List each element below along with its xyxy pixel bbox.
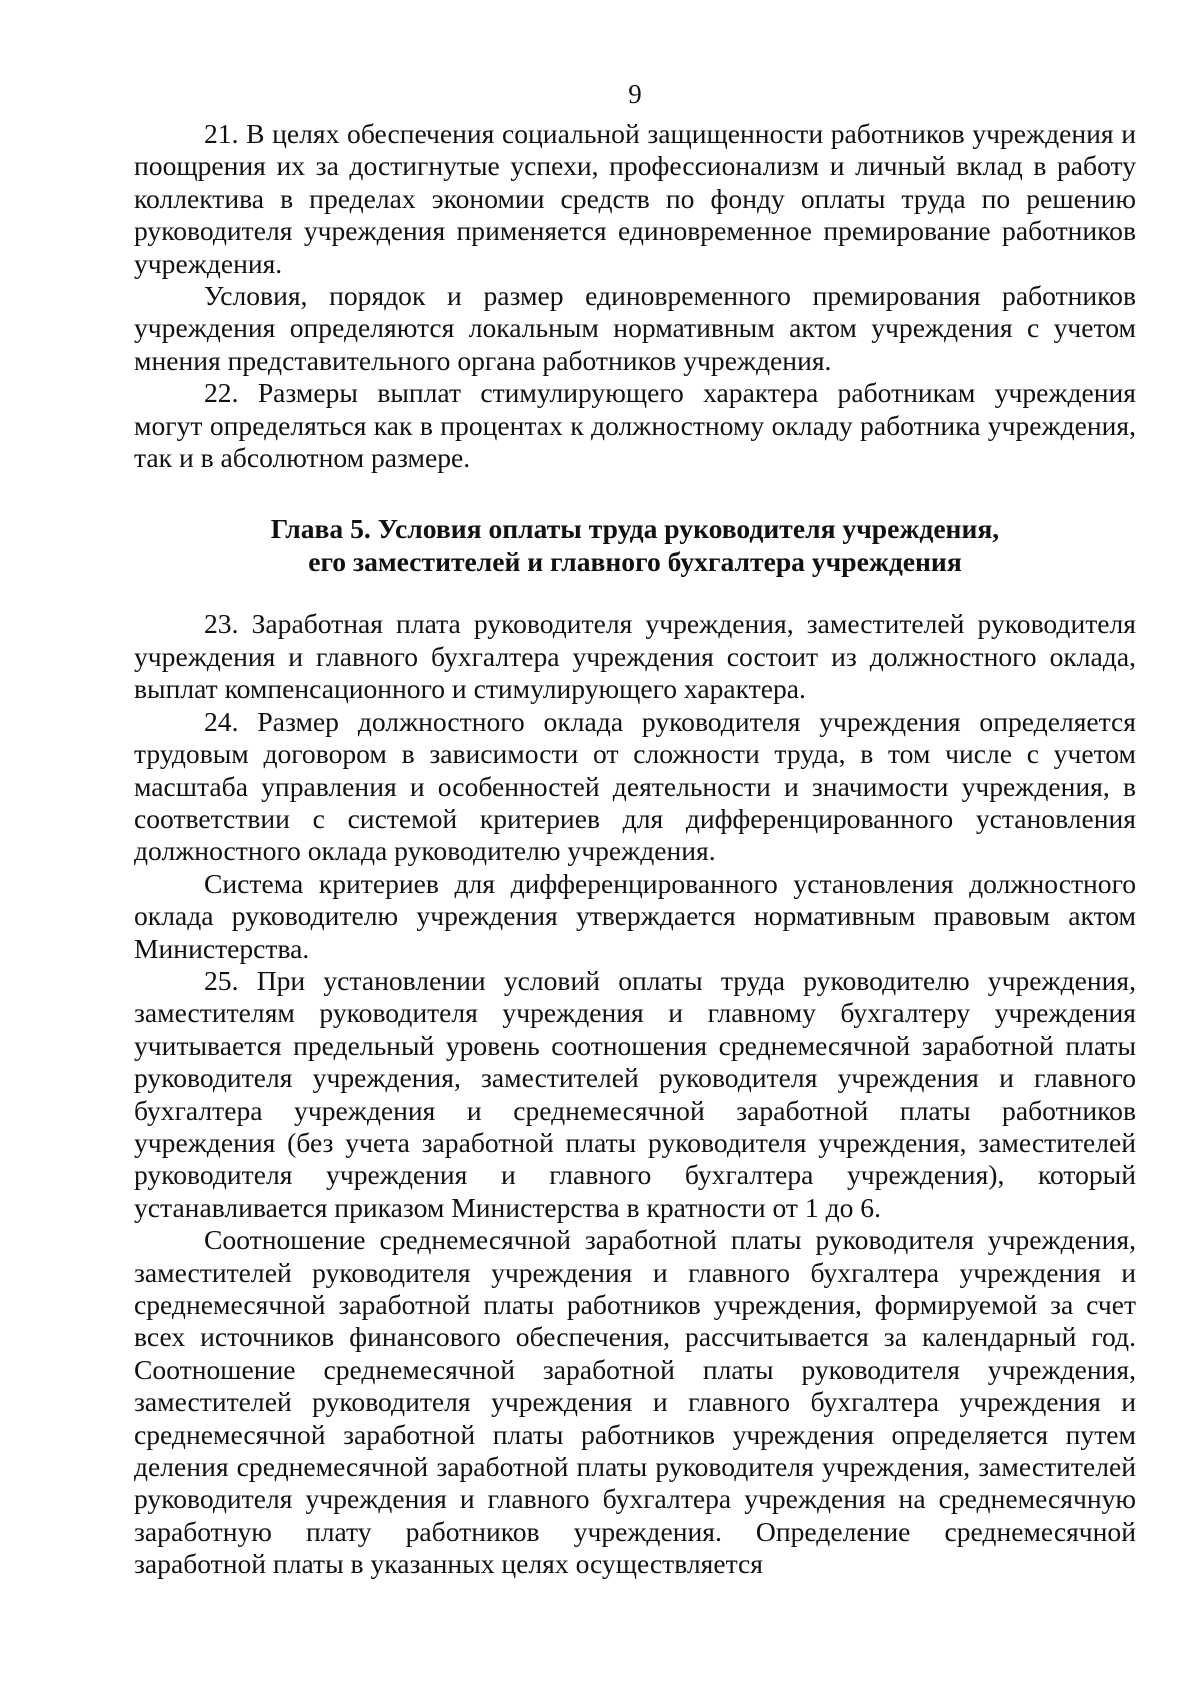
paragraph-25: 25. При установлении условий оплаты труда руководителю учреждения, заместителям руководителя учреждения и главному бухгалтеру учреждения учитывается предельный уровень соотношения среднемесячной заработной платы руководителя учреждения, заместителей руководителя учреждения и главного бухгалтера учреждения и среднемесячной заработной платы работников учреждения (без учета заработной платы руководителя учреждения, заместителей руководителя учреждения и главного бухгалтера учреждения), который устанавливается приказом Министерства в кратности от 1 до 6. [134, 964, 1136, 1223]
chapter-heading [134, 512, 1136, 578]
paragraph-24-criteria: Система критериев для дифференцированного установления должностного оклада руководителю учреждения утверждается нормативным правовым актом Министерства. [134, 867, 1136, 964]
paragraph-23: 23. Заработная плата руководителя учреждения, заместителей руководителя учреждения и главного бухгалтера учреждения состоит из должностного оклада, выплат компенсационного и стимулирующего характера. [134, 608, 1136, 705]
paragraph-21-conditions: Условия, порядок и размер единовременного премирования работников учреждения определяются локальным нормативным актом учреждения с учетом мнения представительного органа работников учреждения. [134, 280, 1136, 376]
chapter-heading-line-2: его заместителей и главного бухгалтера учреждения [308, 546, 962, 578]
document-page [134, 78, 1136, 1581]
chapter-heading-line-1: Глава 5. Условия оплаты труда руководителя учреждения, [270, 513, 1000, 545]
paragraph-25-ratio: Соотношение среднемесячной заработной платы руководителя учреждения, заместителей руководителя учреждения и главного бухгалтера учреждения и среднемесячной заработной платы работников учреждения, формируемой за счет всех источников финансового обеспечения, рассчитывается за календарный год. Соотношение среднемесячной заработной платы руководителя учреждения, заместителей руководителя учреждения и главного бухгалтера учреждения и среднемесячной заработной платы работников учреждения определяется путем деления среднемесячной заработной платы руководителя учреждения, заместителей руководителя учреждения и главного бухгалтера учреждения на среднемесячную заработную плату работников учреждения. Определение среднемесячной заработной платы в указанных целях осуществляется [134, 1224, 1136, 1580]
paragraph-24: 24. Размер должностного оклада руководителя учреждения определяется трудовым договором в зависимости от сложности труда, в том числе с учетом масштаба управления и особенностей деятельности и значимости учреждения, в соответствии с системой критериев для дифференцированного установления должностного оклада руководителю учреждения. [134, 705, 1136, 867]
page-number: 9 [628, 79, 642, 109]
paragraph-21: 21. В целях обеспечения социальной защищенности работников учреждения и поощрения их за достигнутые успехи, профессионализм и личный вклад в работу коллектива в пределах экономии средств по фонду оплаты труда по решению руководителя учреждения применяется единовременное премирование работников учреждения. [134, 118, 1136, 279]
paragraph-22: 22. Размеры выплат стимулирующего характера работникам учреждения могут определяться как в процентах к должностному окладу работника учреждения, так и в абсолютном размере. [134, 377, 1136, 474]
